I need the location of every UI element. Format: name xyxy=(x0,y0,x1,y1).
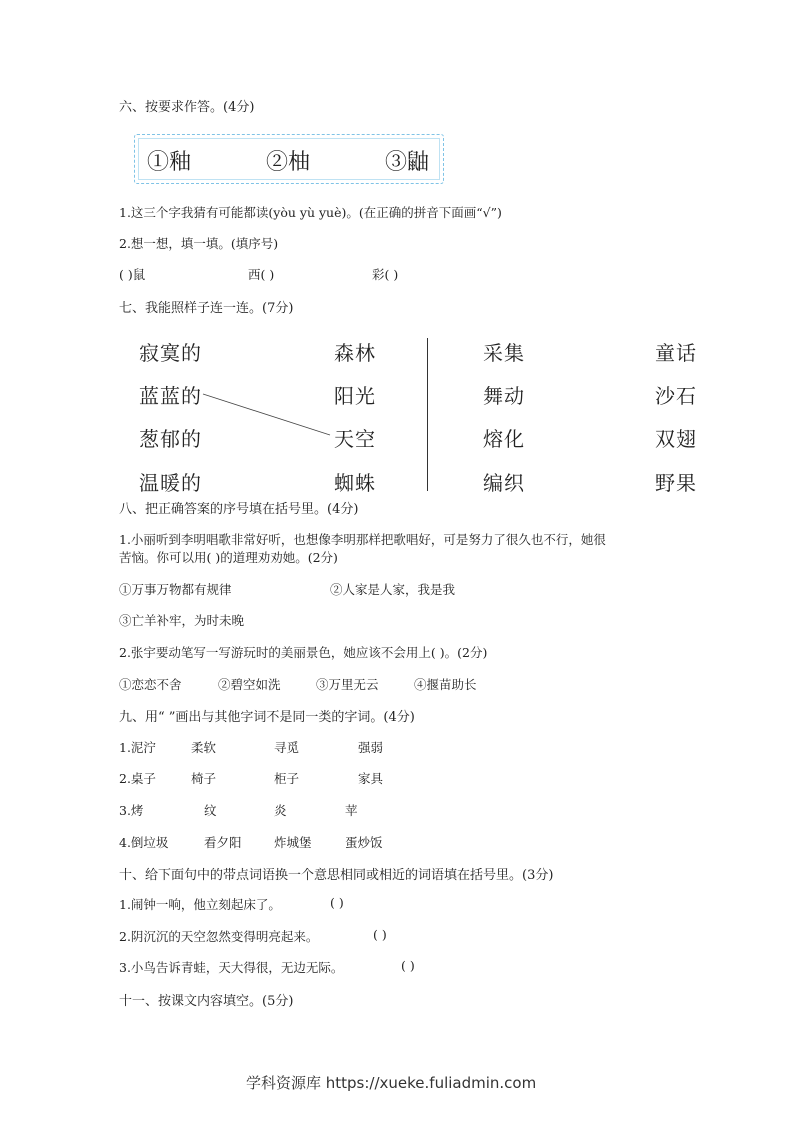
section9-row4-item3: 炸城堡 xyxy=(274,835,312,850)
match-verb-4: 编织 xyxy=(483,471,525,495)
match-verb-2: 舞动 xyxy=(483,384,525,408)
match-left-word-1: 寂寞的 xyxy=(139,341,202,365)
section6-q1: 1.这三个字我猜有可能都读(yòu yù yuè)。(在正确的拼音下面画“√”) xyxy=(119,205,502,220)
fill-blank-3: 彩( ) xyxy=(372,267,399,282)
section9-heading: 九、用“ ”画出与其他字词不是同一类的字词。(4分) xyxy=(119,710,415,725)
match-left-word-4: 温暖的 xyxy=(139,471,202,495)
match-noun-3: 天空 xyxy=(334,427,376,451)
section9-row1-item3: 寻觅 xyxy=(274,740,300,755)
match-noun-1: 森林 xyxy=(334,341,376,365)
section8-q1-line2: 苦恼。你可以用( )的道理劝劝她。(2分) xyxy=(119,550,338,565)
section10-item3-text: 3.小鸟告诉青蛙，天大得很，无边无际。 xyxy=(119,960,344,975)
section9-row2-item1: 2.桌子 xyxy=(119,771,156,786)
match-verb-3: 熔化 xyxy=(483,427,525,451)
section11-heading: 十一、按课文内容填空。(5分) xyxy=(119,994,294,1009)
fill-blank-1: ( )鼠 xyxy=(119,267,146,282)
section10-item3-blank: ( ) xyxy=(401,958,415,973)
section9-row4-item2: 看夕阳 xyxy=(204,835,242,850)
match-verb-1: 采集 xyxy=(483,341,525,365)
match-object-2: 沙石 xyxy=(655,384,697,408)
section9-row2-item4: 家具 xyxy=(358,771,384,786)
section9-row2-item3: 柜子 xyxy=(274,771,300,786)
section8-q1-line1: 1.小丽听到李明唱歌非常好听，也想像李明那样把歌唱好，可是努力了很久也不行，她很 xyxy=(119,532,606,547)
section8-q2: 2.张宇要动笔写一写游玩时的美丽景色，她应该不会用上( )。(2分) xyxy=(119,645,488,660)
char-option-3: ③鼬 xyxy=(385,150,430,175)
char-option-1: ①釉 xyxy=(147,150,192,175)
char-option-2: ②柚 xyxy=(266,150,311,175)
section8-heading: 八、把正确答案的序号填在括号里。(4分) xyxy=(119,502,359,517)
column-divider xyxy=(427,338,428,491)
section9-row1-item2: 柔软 xyxy=(191,740,217,755)
match-object-4: 野果 xyxy=(655,471,697,495)
match-noun-2: 阳光 xyxy=(334,384,376,408)
section9-row4-item4: 蛋炒饭 xyxy=(345,835,383,850)
section6-heading: 六、按要求作答。(4分) xyxy=(119,100,255,115)
section10-heading: 十、给下面句中的带点词语换一个意思相同或相近的词语填在括号里。(3分) xyxy=(119,868,554,883)
section9-row3-item1: 3.烤 xyxy=(119,803,144,818)
section9-row4-item1: 4.倒垃圾 xyxy=(119,835,169,850)
match-noun-4: 蜘蛛 xyxy=(334,471,376,495)
match-left-word-2: 蓝蓝的 xyxy=(139,384,202,408)
match-left-word-3: 葱郁的 xyxy=(139,427,202,451)
section8-q2-option1: ①恋恋不舍 xyxy=(119,677,182,692)
section10-item1-text: 1.闹钟一响，他立刻起床了。 xyxy=(119,897,281,912)
section9-row3-item3: 炎 xyxy=(274,803,287,818)
section8-q2-option4: ④揠苗助长 xyxy=(414,677,477,692)
section8-q1-option1: ①万事万物都有规律 xyxy=(119,582,232,597)
section6-q2: 2.想一想，填一填。(填序号) xyxy=(119,236,279,251)
section8-q1-option2: ②人家是人家，我是我 xyxy=(330,582,456,597)
match-object-1: 童话 xyxy=(655,341,697,365)
section8-q2-option2: ②碧空如洗 xyxy=(218,677,281,692)
section9-row3-item4: 苹 xyxy=(345,803,358,818)
section9-row1-item4: 强弱 xyxy=(358,740,384,755)
section9-row1-item1: 1.泥泞 xyxy=(119,740,156,755)
section10-item2-blank: ( ) xyxy=(373,927,387,942)
section10-item2-text: 2.阴沉沉的天空忽然变得明亮起来。 xyxy=(119,929,319,944)
match-object-3: 双翅 xyxy=(655,427,697,451)
section10-item1-blank: ( ) xyxy=(330,895,344,910)
section8-q1-option3: ③亡羊补牢，为时未晚 xyxy=(119,613,245,628)
fill-blank-2: 西( ) xyxy=(248,267,275,282)
section8-q2-option3: ③万里无云 xyxy=(316,677,379,692)
footer-watermark: 学科资源库 https://xueke.fuliadmin.com xyxy=(246,1074,537,1092)
section9-row2-item2: 椅子 xyxy=(191,771,217,786)
section9-row3-item2: 纹 xyxy=(204,803,217,818)
section7-heading: 七、我能照样子连一连。(7分) xyxy=(119,301,294,316)
